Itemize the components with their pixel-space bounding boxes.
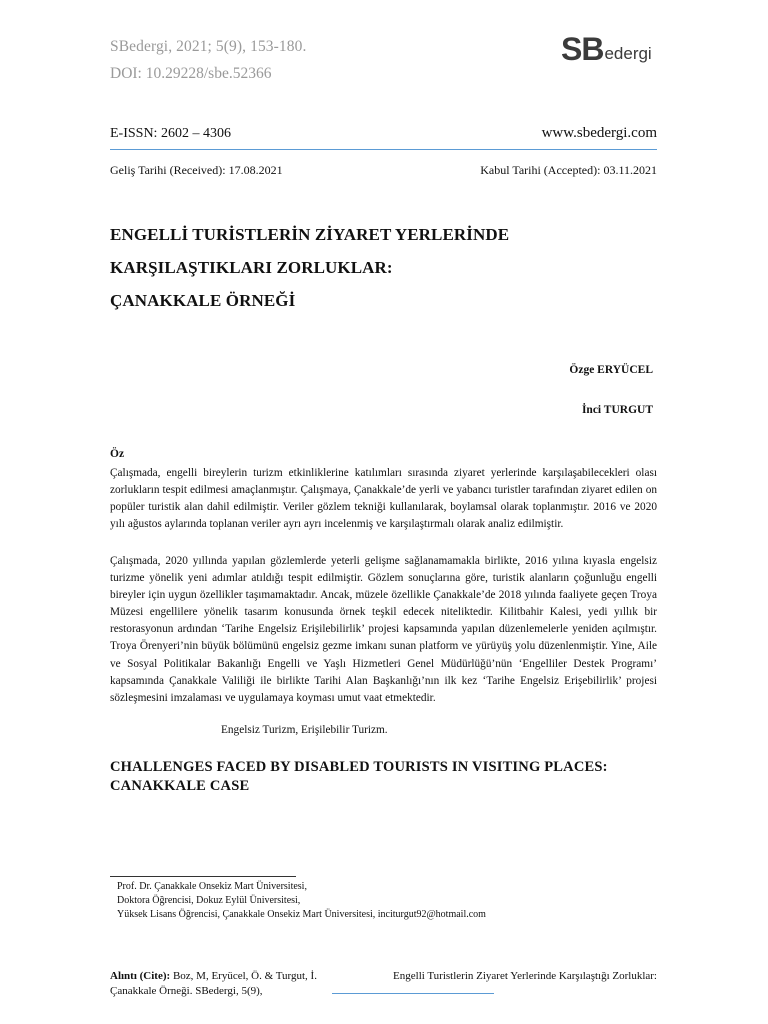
cite-underline bbox=[332, 993, 494, 994]
header-divider bbox=[110, 149, 657, 150]
footnote-divider bbox=[110, 876, 296, 877]
article-title-line-3: ÇANAKKALE ÖRNEĞİ bbox=[110, 291, 296, 310]
cite-line-2: Çanakkale Örneği. SBedergi, 5(9), bbox=[110, 985, 263, 997]
logo-sb: SB bbox=[561, 31, 604, 67]
issn: E-ISSN: 2602 – 4306 bbox=[110, 126, 231, 141]
english-title-line-1: CHALLENGES FACED BY DISABLED TOURISTS IN VISITING PLACES: bbox=[110, 759, 608, 775]
accepted-date: Kabul Tarihi (Accepted): 03.11.2021 bbox=[480, 163, 657, 177]
footnote-2: Doktora Öğrencisi, Dokuz Eylül Üniversitesi, bbox=[117, 895, 301, 906]
author-2: İnci TURGUT bbox=[581, 404, 653, 416]
article-title-line-1: ENGELLİ TURİSTLERİN ZİYARET YERLERİNDE bbox=[110, 225, 510, 244]
english-title-line-2: CANAKKALE CASE bbox=[110, 778, 250, 794]
received-date: Geliş Tarihi (Received): 17.08.2021 bbox=[110, 163, 283, 177]
abstract-heading: Öz bbox=[110, 448, 125, 460]
journal-logo bbox=[561, 29, 652, 65]
author-1: Özge ERYÜCEL bbox=[569, 364, 653, 376]
abstract-paragraph-2: Çalışmada, 2020 yıllında yapılan gözlemlerde yeterli gelişme sağlanamamakla birlikte, 2016 yılına kıyasla engelsiz turizme yönelik yeni adımlar atıldığı tespit edilmiştir. Gözlem sonuçlarına göre, turistik alanların çoğunluğu engelli bireyler için uygun özellikler taşımamaktadır. Ancak, müzele özellikle Çanakkale’de 2018 yılında faaliyete geçen Troya Müzesi engellilere yönelik tasarım konusunda örnek teşkil edecek niteliktedir. Kilitbahir Kalesi, yedi yıllık bir restorasyonun ardından ‘Tarihe Engelsiz Erişilebilirlik’ projesi kapsamında yapılan düzenlemelerle yeniden açılmıştır. Troya Örenyeri’nin büyük bölümünü engelsiz gezme imkanı sunan platform ve yürüyüş yolu düzenlenmiştir. Yine, Aile ve Sosyal Politikalar Bakanlığı Engelli ve Yaşlı Hizmetleri Genel Müdürlüğü’nün ‘Engelliler Destek Programı’ kapsamında Çanakkale Valiliği ile birlikte Tarihi Alan Başkanlığı’nın ilk kez ‘Tarihe Engelsiz Erişebilirlik’ projesi sözleşmesini imzalaması ve uygulamaya koyması umut vaat etmektedir. bbox=[110, 555, 657, 704]
footnotes bbox=[117, 880, 486, 922]
logo-word: edergi bbox=[604, 44, 652, 63]
footnote-1: Prof. Dr. Çanakkale Onsekiz Mart Üniversitesi, bbox=[117, 881, 307, 892]
cite-title: Engelli Turistlerin Ziyaret Yerlerinde Karşılaştığı Zorluklar: bbox=[393, 970, 657, 982]
journal-website-link[interactable]: www.sbedergi.com bbox=[541, 125, 657, 141]
citation-block bbox=[110, 969, 657, 999]
article-title-line-2: KARŞILAŞTIKLARI ZORLUKLAR: bbox=[110, 258, 393, 277]
keywords: Engelsiz Turizm, Erişilebilir Turizm. bbox=[221, 724, 388, 736]
footnote-3: Yüksek Lisans Öğrencisi, Çanakkale Onsekiz Mart Üniversitesi, inciturgut92@hotmail.com bbox=[117, 909, 486, 920]
english-title bbox=[110, 758, 670, 796]
cite-authors: Boz, M, Eryücel, Ö. & Turgut, İ. bbox=[170, 970, 317, 982]
cite-label: Alıntı (Cite): bbox=[110, 970, 171, 982]
abstract-paragraph-1: Çalışmada, engelli bireylerin turizm etkinliklerine katılımları sırasında ziyaret yerlerinde karşılaşabilecekleri olası zorlukların tespit edilmesi amaçlanmıştır. Çalışmaya, Çanakkale’de yerli ve yabancı turistler tarafından ziyaret edilen on popüler turistik alan dahil edilmiştir. Veriler gözlem tekniği kullanılarak, boylamsal olarak toplanmıştır. 2016 ve 2020 yılı ağustos aylarında toplanan veriler ayrı ayrı incelenmiş ve karşılaştırmalı olarak analiz edilmiştir. bbox=[110, 467, 657, 531]
doi-line: DOI: 10.29228/sbe.52366 bbox=[110, 65, 272, 82]
journal-citation: SBedergi, 2021; 5(9), 153-180. bbox=[110, 38, 307, 55]
